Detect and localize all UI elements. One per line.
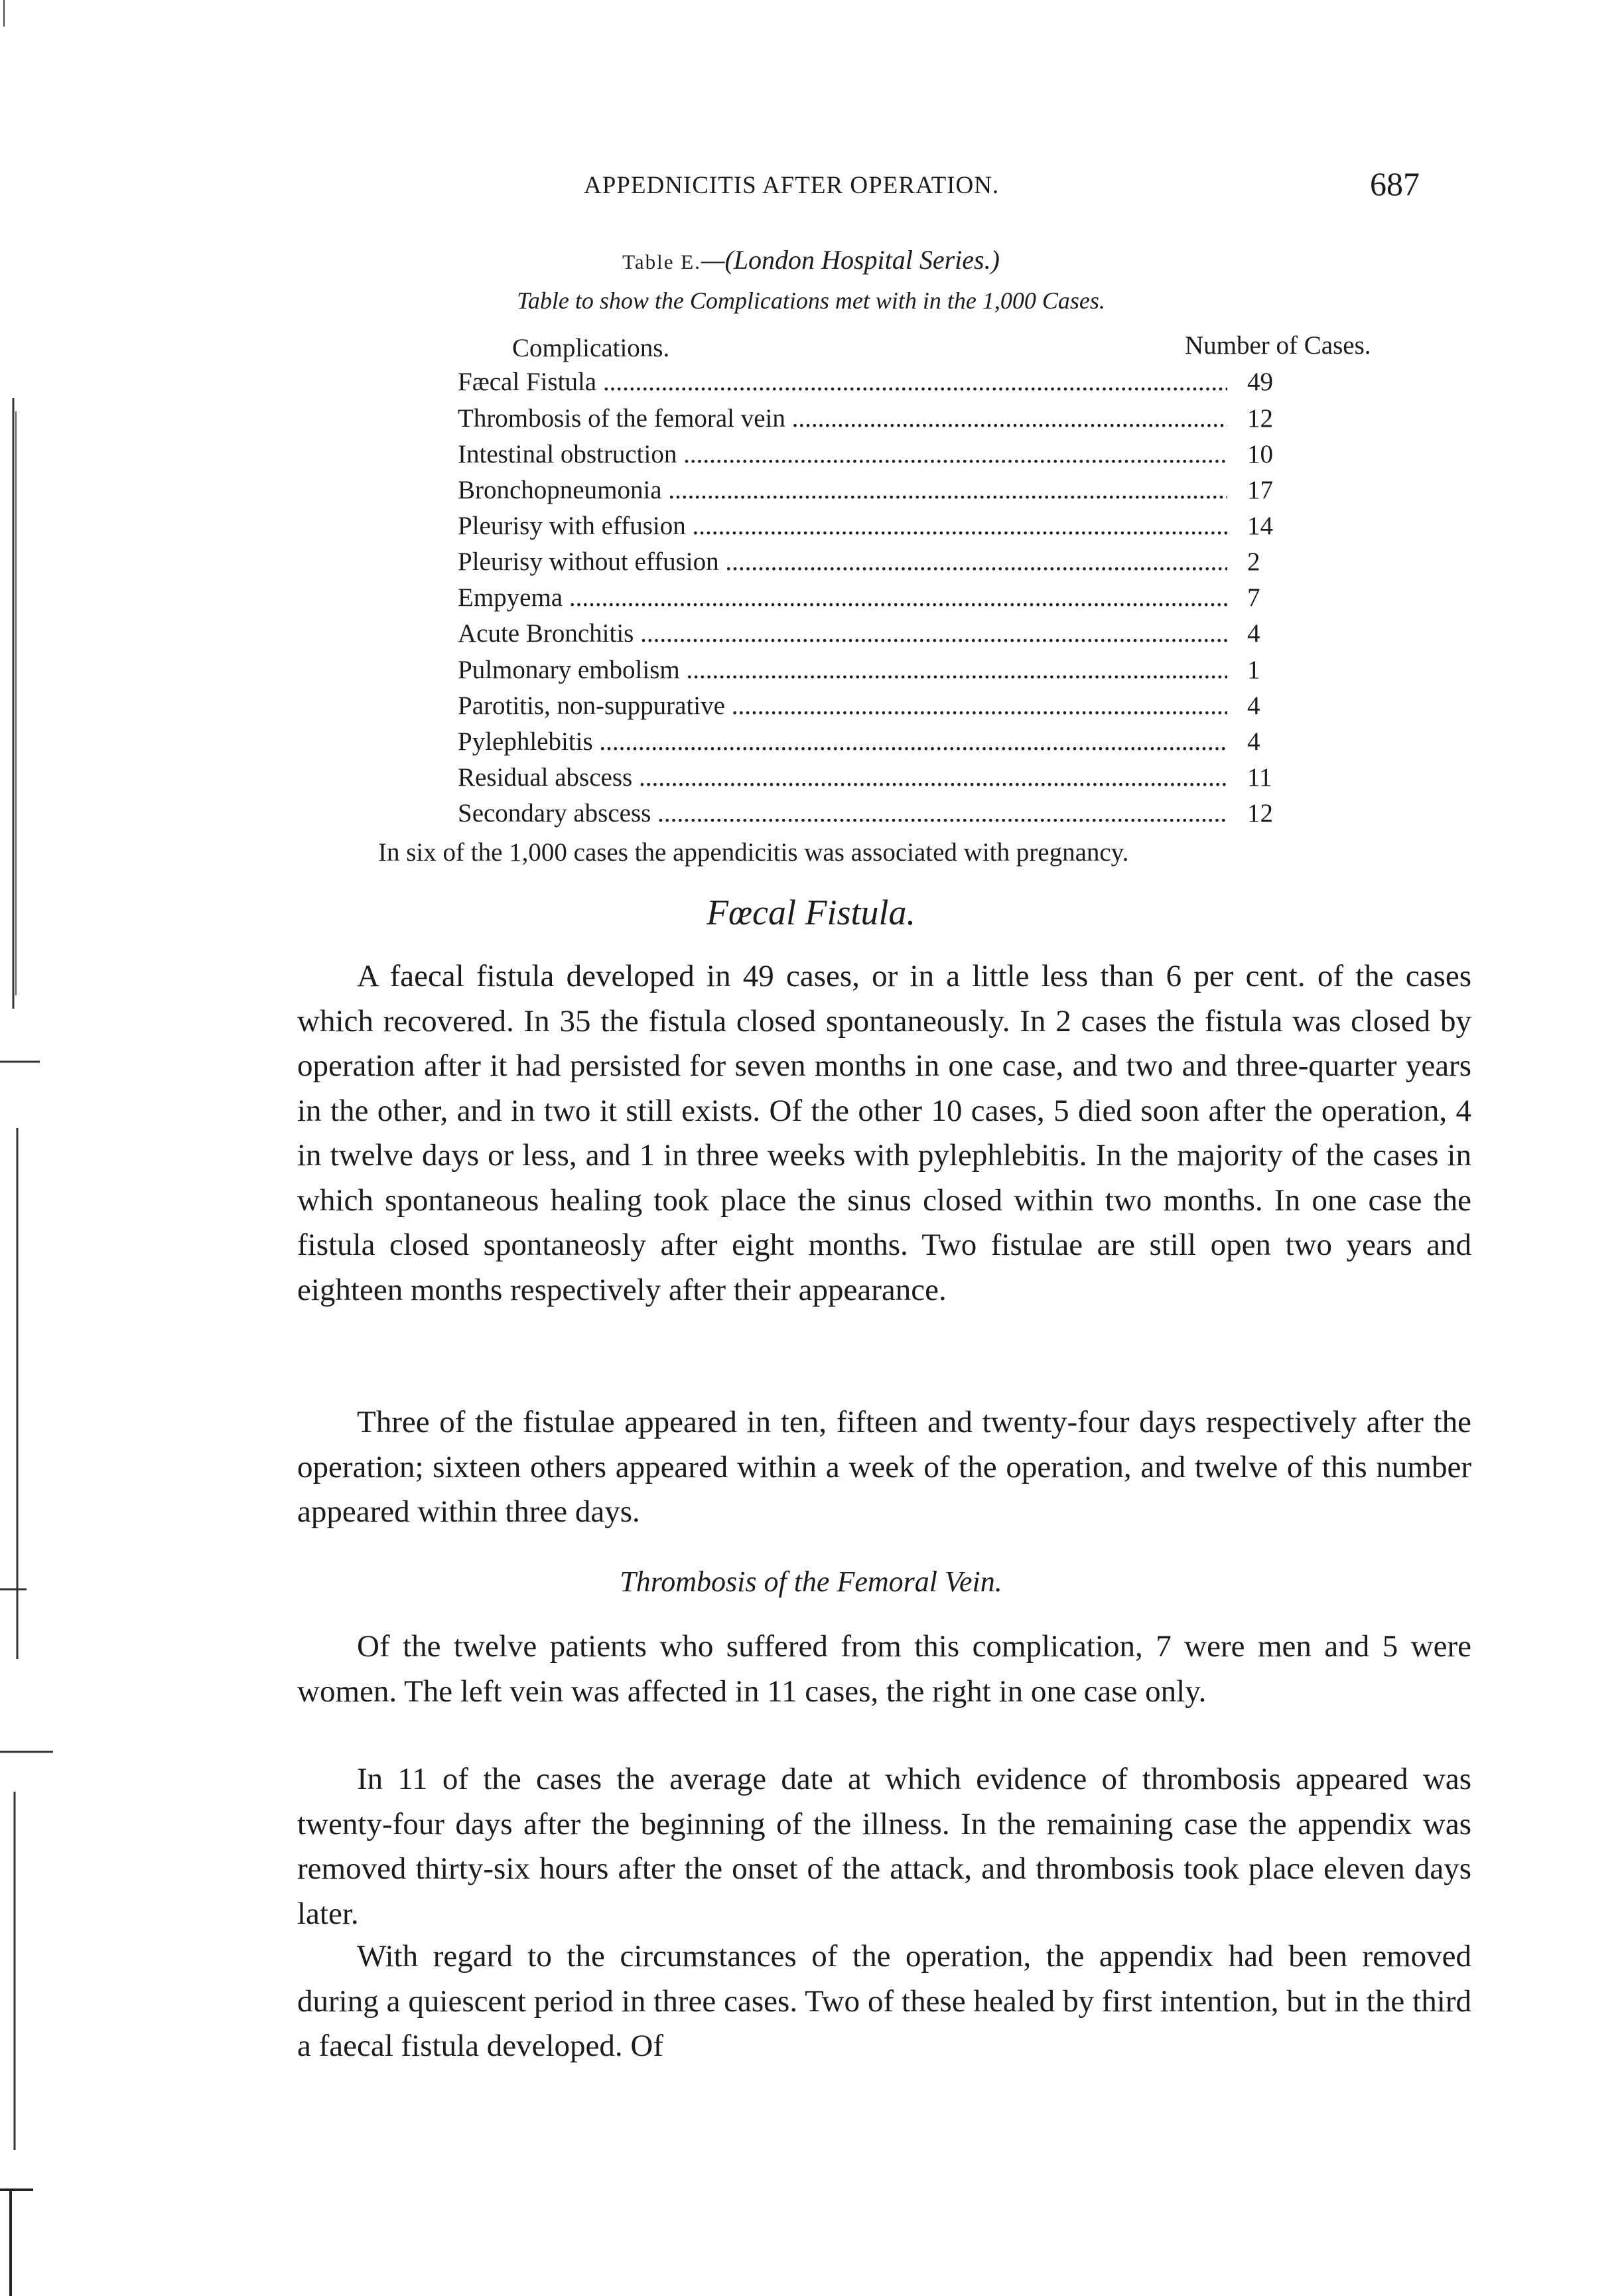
complication-name: Thrombosis of the femoral vein ..... — [458, 403, 1227, 433]
case-count: 2 — [1247, 547, 1260, 576]
section-heading-thrombosis: Thrombosis of the Femoral Vein. — [620, 1565, 1002, 1598]
table-row — [458, 798, 1300, 833]
table-caption — [0, 244, 1622, 275]
paragraph: Three of the fistulae appeared in ten, fifteen and twenty-four days respectively after the operation; sixteen others appeared within a week of the operation, and twelve of this number appeared within three days. — [297, 1405, 1471, 1529]
case-count: 4 — [1247, 727, 1260, 756]
table-row — [458, 547, 1300, 581]
table-row — [458, 511, 1300, 545]
case-count: 49 — [1247, 368, 1273, 396]
table-row — [458, 439, 1300, 474]
column-header-number-of-cases: Number of Cases. — [1185, 331, 1371, 360]
complication-name: Acute Bronchitis ..... — [458, 618, 1227, 648]
table-row — [458, 583, 1300, 617]
case-count: 14 — [1247, 512, 1273, 540]
table-row — [458, 618, 1300, 653]
paragraph: A faecal fistula developed in 49 cases, or in a little less than 6 per cent. of the cases which recovered. In 35 the fistula closed spontaneously. In 2 cases the fistula was closed by operation after it had persisted for seven months in one case, and two and three-quarter years in the other, and in two it still exists. Of the other 10 cases, 5 died soon after the operation, 4 in twelve days or less, and 1 in three weeks with pylephlebitis. In the majority of the cases in which spontaneous healing took place the sinus closed within two months. In one case the fistula closed spontaneosly after eight months. Two fistulae are still open two years and eighteen months respectively after their appearance. — [297, 959, 1471, 1307]
table-series: —(London Hospital Series.) — [701, 245, 1000, 275]
binding-edge-marks — [0, 0, 73, 2296]
table-row — [458, 367, 1300, 401]
case-count: 12 — [1247, 404, 1273, 433]
complication-name: Secondary abscess ..... — [458, 798, 1227, 828]
case-count: 7 — [1247, 583, 1260, 612]
table-row — [458, 691, 1300, 725]
table-label: Table E. — [622, 250, 701, 273]
case-count: 4 — [1247, 691, 1260, 720]
complication-name: Empyema ..... — [458, 583, 1227, 612]
table-note: In six of the 1,000 cases the appendicitis was associated with pregnancy. — [378, 838, 1129, 867]
complication-name: Pulmonary embolism ..... — [458, 655, 1227, 685]
paragraph: Of the twelve patients who suffered from this complication, 7 were men and 5 were women. The left vein was affected in 11 cases, the right in one case only. — [297, 1629, 1471, 1709]
paragraph: With regard to the circumstances of the operation, the appendix had been removed during a quiescent period in three cases. Two of these healed by first intention, but in the third a faecal fistula developed. Of — [297, 1939, 1471, 2063]
table-row — [458, 727, 1300, 761]
complication-name: Pleurisy with effusion ..... — [458, 511, 1227, 541]
complication-name: Parotitis, non-suppurative ..... — [458, 691, 1227, 721]
table-row — [458, 403, 1300, 438]
paragraph: In 11 of the cases the average date at which evidence of thrombosis appeared was twenty-four days after the beginning of the illness. In the remaining case the appendix was removed thirty-six hours after the onset of the attack, and thrombosis took place eleven days later. — [297, 1762, 1471, 1931]
table-subtitle: Table to show the Complications met with in the 1,000 Cases. — [517, 287, 1105, 314]
table-row — [458, 762, 1300, 797]
page-number: 687 — [1370, 165, 1420, 202]
column-header-complications: Complications. — [512, 334, 670, 362]
complication-name: Residual abscess ..... — [458, 762, 1227, 792]
case-count: 17 — [1247, 476, 1273, 504]
case-count: 11 — [1247, 763, 1272, 792]
complication-name: Pleurisy without effusion ..... — [458, 547, 1227, 577]
table-row — [458, 655, 1300, 689]
case-count: 12 — [1247, 799, 1273, 827]
complication-name: Intestinal obstruction ..... — [458, 439, 1227, 469]
table-row — [458, 475, 1300, 510]
case-count: 1 — [1247, 656, 1260, 684]
case-count: 10 — [1247, 440, 1273, 468]
complication-name: Fæcal Fistula ..... — [458, 367, 1227, 397]
complication-name: Bronchopneumonia ..... — [458, 475, 1227, 505]
running-head: APPEDNICITIS AFTER OPERATION. — [584, 172, 1000, 199]
section-heading-faecal-fistula: Fœcal Fistula. — [707, 893, 915, 932]
complication-name: Pylephlebitis ..... — [458, 727, 1227, 756]
case-count: 4 — [1247, 619, 1260, 648]
